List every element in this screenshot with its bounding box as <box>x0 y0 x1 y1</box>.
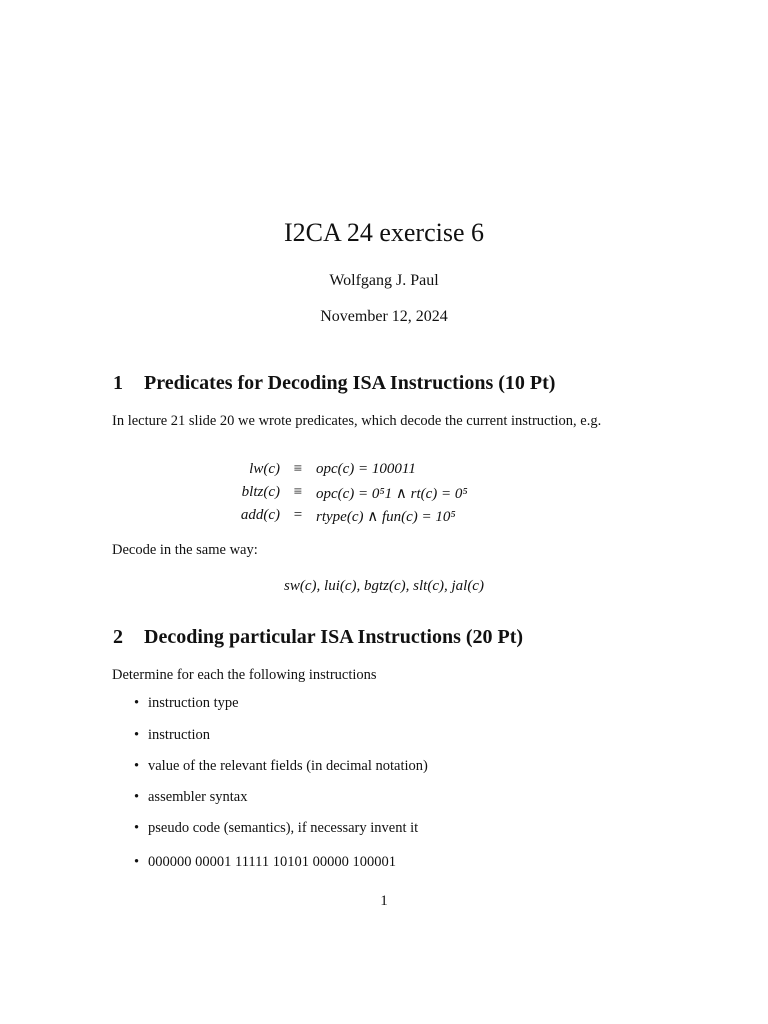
predicate-examples: sw(c), lui(c), bgtz(c), slt(c), jal(c) <box>284 578 484 594</box>
page-number: 1 <box>380 893 388 909</box>
decode-prompt: Decode in the same way: <box>112 542 258 558</box>
equation-add <box>0 507 768 529</box>
equation-relation: ≡ <box>293 461 303 477</box>
list-item: • pseudo code (semantics), if necessary invent it <box>148 820 418 837</box>
section-2-intro: Determine for each the following instructions <box>112 667 377 683</box>
list-item: • instruction type <box>148 695 239 712</box>
equation-lhs: bltz(c) <box>241 484 280 500</box>
author: Wolfgang J. Paul <box>329 272 439 289</box>
section-1-intro: In lecture 21 slide 20 we wrote predicates, which decode the current instruction, e.g. <box>112 413 602 429</box>
section-heading-1 <box>113 372 555 395</box>
list-item: • assembler syntax <box>148 789 247 806</box>
equation-bltz <box>0 484 768 506</box>
equation-lhs: lw(c) <box>249 461 280 477</box>
section-title: Predicates for Decoding ISA Instructions (10 Pt) <box>144 372 556 394</box>
equation-lw <box>0 461 768 483</box>
section-title: Decoding particular ISA Instructions (20 Pt) <box>144 626 524 648</box>
date: November 12, 2024 <box>320 308 448 325</box>
list-item: • instruction <box>148 727 210 744</box>
equation-relation: = <box>293 507 303 523</box>
equation-relation: ≡ <box>293 484 303 500</box>
section-number: 1 <box>113 372 123 394</box>
list-item: • 000000 00001 11111 10101 00000 100001 <box>148 854 396 871</box>
list-item: • value of the relevant fields (in decimal notation) <box>148 758 428 775</box>
section-number: 2 <box>113 626 123 648</box>
equation-lhs: add(c) <box>240 507 280 523</box>
document-title: I2CA 24 exercise 6 <box>283 218 484 247</box>
equation-rhs: opc(c) = 0⁵1 ∧ rt(c) = 0⁵ <box>316 486 468 502</box>
equation-rhs: rtype(c) ∧ fun(c) = 10⁵ <box>316 509 456 525</box>
section-heading-2 <box>113 626 523 649</box>
equation-rhs: opc(c) = 100011 <box>316 461 416 477</box>
